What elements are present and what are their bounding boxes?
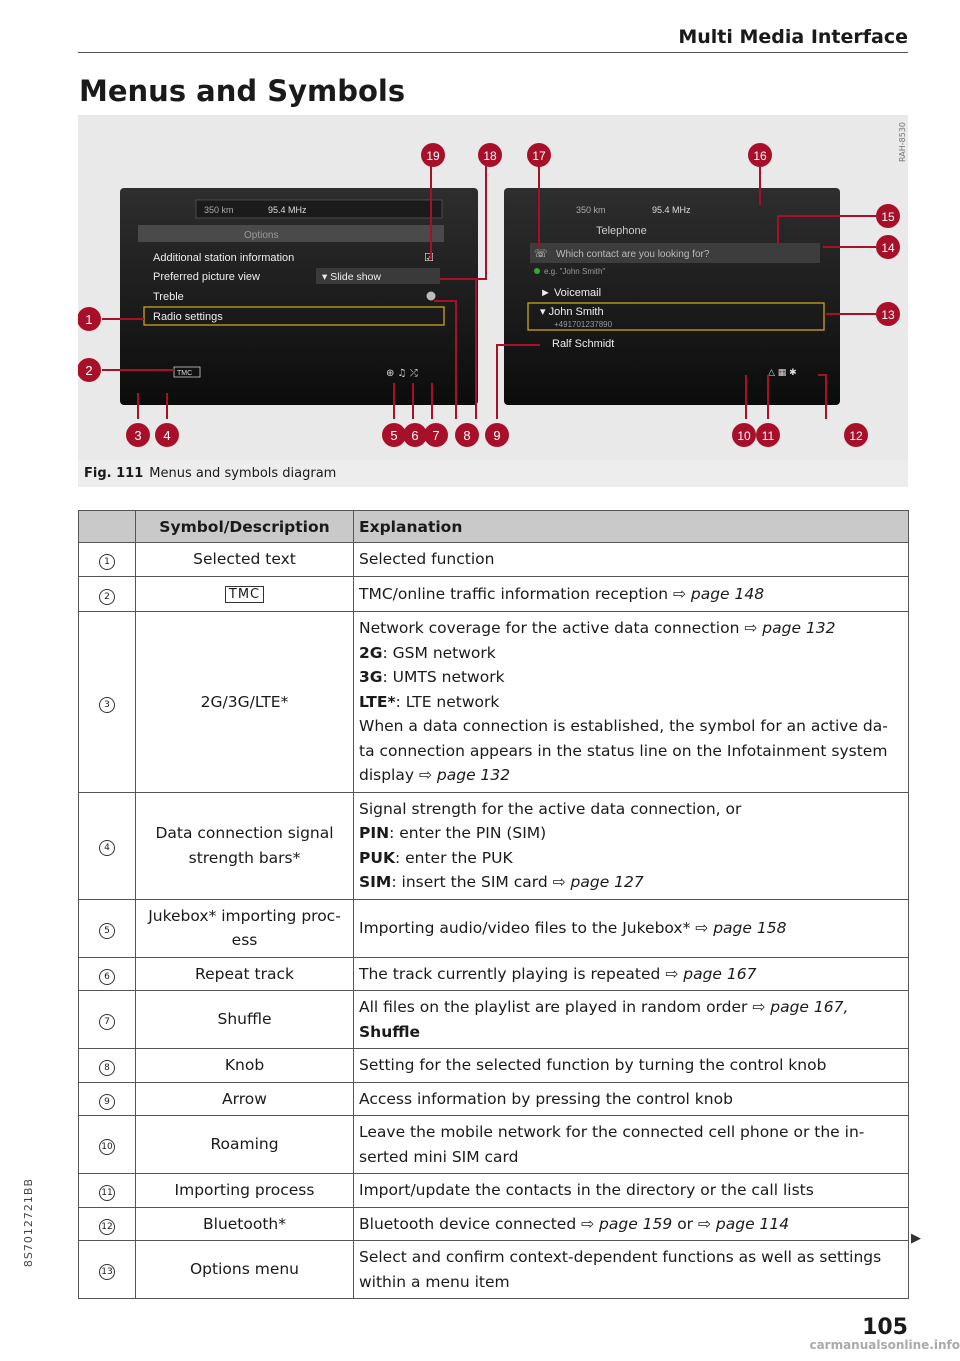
row-symbol: Data connection signal strength bars* [136, 792, 354, 899]
table-row [79, 899, 909, 957]
table-row [79, 1082, 909, 1116]
right-item-number: +491701237890 [554, 320, 613, 329]
left-item-3: Treble [153, 291, 184, 303]
row-number-badge: 4 [99, 840, 115, 856]
table-row [79, 957, 909, 991]
continue-arrow-icon: ▶ [911, 1231, 921, 1246]
left-item-4: Radio settings [153, 311, 223, 323]
table-row [79, 576, 909, 612]
right-search-prompt: Which contact are you looking for? [556, 249, 710, 260]
right-menu-title: Telephone [596, 225, 647, 237]
svg-text:10: 10 [737, 429, 751, 443]
row-number-badge: 8 [99, 1060, 115, 1076]
svg-text:1: 1 [85, 312, 93, 327]
page-reference-link[interactable]: ⇨ page 167, [752, 998, 849, 1016]
row-symbol: Arrow [136, 1082, 354, 1116]
row-explanation: Setting for the selected function by turning the control knob [354, 1049, 909, 1083]
header-rule [78, 52, 908, 53]
row-explanation: Importing audio/video files to the Jukebox* ⇨ page 158 [354, 899, 909, 957]
header-symbol: Symbol/Description [136, 511, 354, 543]
figure [78, 115, 908, 460]
page-reference-link[interactable]: ⇨ page 158 [695, 918, 787, 937]
svg-text:19: 19 [426, 149, 440, 163]
row-number-badge: 9 [99, 1094, 115, 1110]
symbol-table [78, 510, 909, 1299]
table-header-row [79, 511, 909, 543]
header-explanation: Explanation [354, 511, 909, 543]
status-icons-left: ⊕ ♫ ⤮ [386, 368, 418, 379]
figure-caption [78, 460, 908, 487]
table-row [79, 1241, 909, 1299]
table-row [79, 1174, 909, 1208]
left-status-distance: 350 km [204, 205, 234, 215]
table-row [79, 543, 909, 577]
page-number: 105 [862, 1315, 908, 1340]
page-reference-link[interactable]: ⇨ page 132 [418, 766, 511, 784]
row-symbol: Roaming [136, 1116, 354, 1174]
row-symbol: Knob [136, 1049, 354, 1083]
status-icons-right: △ ▦ ✱ [768, 368, 797, 378]
svg-text:11: 11 [761, 429, 775, 443]
right-item-ralf: Ralf Schmidt [552, 338, 615, 350]
left-item-1: Additional station information [153, 252, 295, 264]
side-document-code: 8S7012721BB [22, 1178, 35, 1268]
row-explanation: Select and confirm context-dependent functions as well as settings within a menu item [354, 1241, 909, 1299]
right-item-john: ▾ John Smith [540, 306, 604, 318]
row-symbol: Shuffle [136, 991, 354, 1049]
right-item-voicemail: ► Voicemail [540, 287, 602, 299]
row-symbol: Jukebox* importing proc-ess [136, 899, 354, 957]
svg-text:3: 3 [134, 428, 142, 443]
row-number-badge: 5 [99, 923, 115, 939]
row-number-badge: 10 [99, 1139, 115, 1155]
table-row [79, 1116, 909, 1174]
svg-text:12: 12 [849, 429, 863, 443]
phone-search-icon: ☏ [534, 247, 548, 260]
svg-text:2: 2 [85, 363, 93, 378]
svg-text:8: 8 [463, 428, 471, 443]
row-symbol: Importing process [136, 1174, 354, 1208]
left-menu-title: Options [244, 230, 279, 241]
tmc-text: TMC [177, 370, 193, 377]
left-status-freq: 95.4 MHz [268, 205, 307, 215]
right-search-hint: e.g. "John Smith" [544, 267, 606, 276]
left-check-icon: ☑ [424, 251, 434, 264]
row-explanation: Access information by pressing the control knob [354, 1082, 909, 1116]
left-slide-show: ▾ Slide show [322, 271, 381, 283]
row-explanation: Import/update the contacts in the directory or the call lists [354, 1174, 909, 1208]
svg-text:7: 7 [432, 428, 440, 443]
row-explanation: Signal strength for the active data connection, or PIN: enter the PIN (SIM) PUK: enter the PUK SIM: insert the SIM card ⇨ page 127 [354, 792, 909, 899]
page-reference-link[interactable]: ⇨ page 132 [744, 619, 836, 637]
row-symbol: Bluetooth* [136, 1207, 354, 1241]
row-explanation: The track currently playing is repeated ⇨ page 167 [354, 957, 909, 991]
page-reference-link[interactable]: ⇨ page 114 [698, 1214, 790, 1233]
caption-label: Fig. 111 [84, 466, 144, 481]
row-number-badge: 1 [99, 554, 115, 570]
svg-text:4: 4 [163, 428, 171, 443]
page-reference-link[interactable]: ⇨ page 148 [672, 584, 765, 603]
svg-text:16: 16 [753, 149, 767, 163]
page-reference-link[interactable]: ⇨ page 127 [552, 873, 644, 891]
row-explanation: Network coverage for the active data connection ⇨ page 132 2G: GSM network 3G: UMTS network LTE*: LTE network When a data connection is established, the symbol for an active da-ta connection appears in the status line on the Infotainment system display ⇨ page 132 [354, 612, 909, 793]
row-number-badge: 6 [99, 969, 115, 985]
svg-text:15: 15 [881, 210, 895, 224]
table-row [79, 991, 909, 1049]
row-explanation: TMC/online traffic information reception ⇨ page 148 [354, 576, 909, 612]
row-number-badge: 2 [99, 589, 115, 605]
row-explanation: Leave the mobile network for the connected cell phone or the in-serted mini SIM card [354, 1116, 909, 1174]
table-row [79, 1049, 909, 1083]
header-title: Multi Media Interface [678, 26, 908, 48]
page-reference-link[interactable]: ⇨ page 167 [665, 964, 757, 983]
row-symbol: Options menu [136, 1241, 354, 1299]
row-explanation: Bluetooth device connected ⇨ page 159 or ⇨ page 114 [354, 1207, 909, 1241]
row-number-badge: 12 [99, 1219, 115, 1235]
menus-symbols-diagram [78, 115, 908, 460]
figure-ref-code: RAH-8530 [898, 122, 907, 162]
row-explanation: Selected function [354, 543, 909, 577]
row-number-badge: 11 [99, 1185, 115, 1201]
table-row [79, 612, 909, 793]
row-explanation: All files on the playlist are played in random order ⇨ page 167, Shuffle [354, 991, 909, 1049]
page-reference-link[interactable]: ⇨ page 159 [581, 1214, 673, 1233]
svg-text:13: 13 [881, 308, 895, 322]
right-status-distance: 350 km [576, 205, 606, 215]
tmc-symbol: TMC [225, 586, 264, 603]
row-number-badge: 3 [99, 697, 115, 713]
knob-icon [427, 292, 436, 301]
row-number-badge: 7 [99, 1014, 115, 1030]
svg-text:9: 9 [493, 428, 501, 443]
svg-text:18: 18 [483, 149, 497, 163]
left-item-2: Preferred picture view [153, 271, 260, 283]
row-number-badge: 13 [99, 1264, 115, 1280]
row-symbol [136, 576, 354, 612]
watermark: carmanualsonline.info [809, 1338, 960, 1352]
page-title: Menus and Symbols [79, 74, 406, 108]
svg-text:17: 17 [532, 149, 546, 163]
row-symbol: 2G/3G/LTE* [136, 612, 354, 793]
header-num [79, 511, 136, 543]
row-symbol: Selected text [136, 543, 354, 577]
svg-text:6: 6 [411, 428, 419, 443]
svg-text:5: 5 [390, 428, 398, 443]
row-symbol: Repeat track [136, 957, 354, 991]
table-row [79, 1207, 909, 1241]
svg-text:14: 14 [881, 241, 895, 255]
right-status-freq: 95.4 MHz [652, 205, 691, 215]
caption-text: Menus and symbols diagram [149, 466, 337, 481]
table-row [79, 792, 909, 899]
